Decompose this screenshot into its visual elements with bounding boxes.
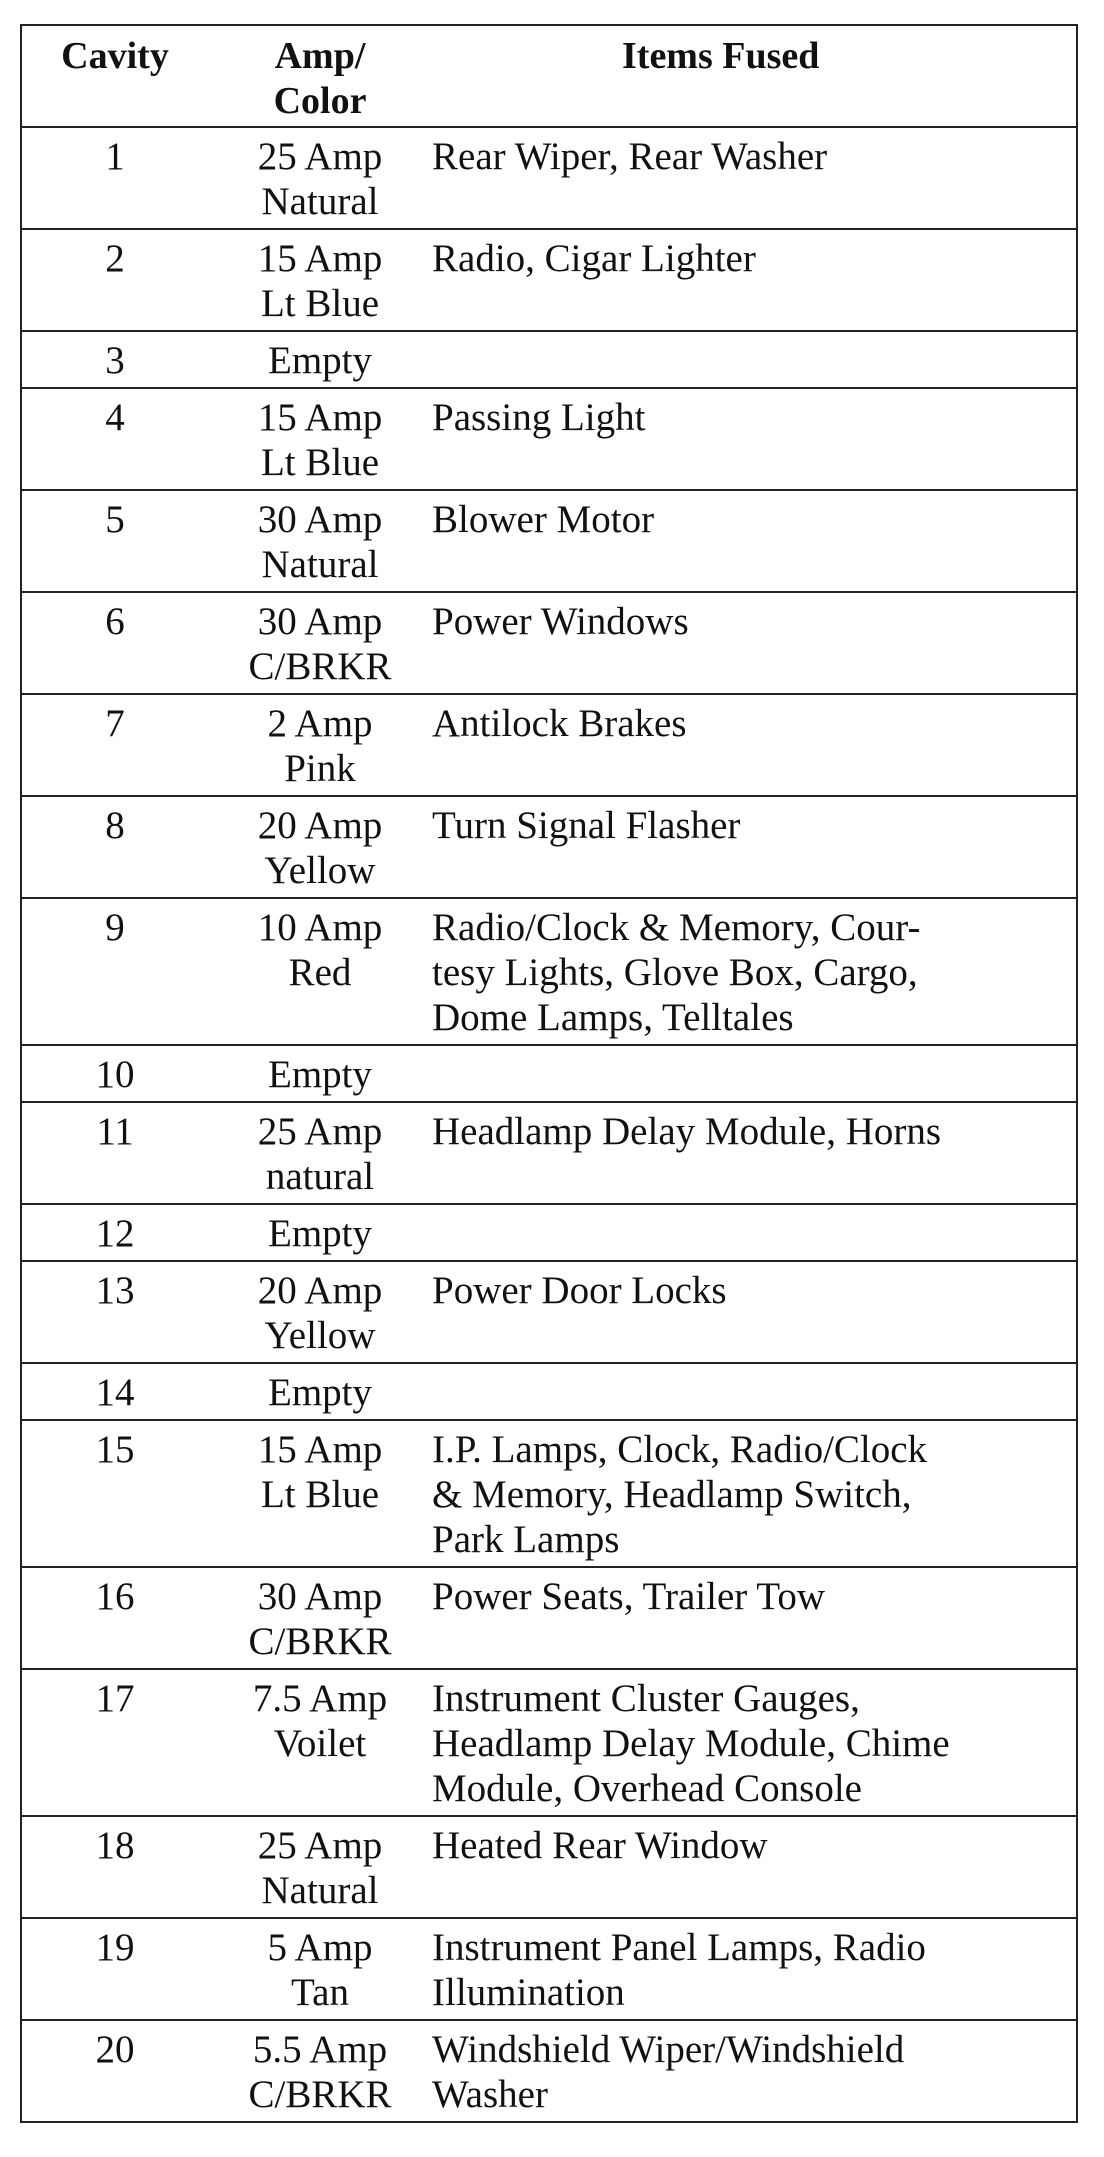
table-row <box>21 2020 1077 2122</box>
items-fused-cell <box>432 1204 1077 1261</box>
items-fused-line: Windshield Wiper/Windshield <box>432 2028 905 2071</box>
header-amp-color <box>208 25 432 127</box>
table-row <box>21 1045 1077 1102</box>
items-fused-cell <box>432 1045 1077 1102</box>
amp-value: 30 Amp <box>257 1575 383 1618</box>
amp-color-cell <box>208 1669 432 1816</box>
cavity-cell: 17 <box>21 1669 208 1816</box>
amp-value: 5 Amp <box>267 1926 373 1969</box>
amp-value: 7.5 Amp <box>252 1677 388 1720</box>
table-row <box>21 694 1077 796</box>
items-fused-line: Power Door Locks <box>432 1269 727 1312</box>
table-row <box>21 331 1077 388</box>
table-row <box>21 1567 1077 1669</box>
color-value: natural <box>265 1155 375 1198</box>
items-fused-cell <box>432 490 1077 592</box>
cavity-cell: 8 <box>21 796 208 898</box>
color-value: Red <box>288 951 352 994</box>
header-cavity-label: Cavity <box>61 35 169 77</box>
color-value: Natural <box>261 543 379 586</box>
table-row <box>21 1204 1077 1261</box>
cavity-cell: 15 <box>21 1420 208 1567</box>
items-fused-cell <box>432 592 1077 694</box>
amp-value: 20 Amp <box>257 804 383 847</box>
table-row <box>21 1669 1077 1816</box>
color-value: Lt Blue <box>260 1473 380 1516</box>
cavity-cell: 9 <box>21 898 208 1045</box>
color-value: Tan <box>291 1971 349 2014</box>
amp-value: Empty <box>268 1212 372 1255</box>
items-fused-line: Power Windows <box>432 600 689 643</box>
amp-value: Empty <box>268 1053 372 1096</box>
items-fused-line: Illumination <box>432 1971 625 2014</box>
cavity-cell: 13 <box>21 1261 208 1363</box>
amp-color-cell <box>208 1420 432 1567</box>
items-fused-line: Park Lamps <box>432 1518 620 1561</box>
items-fused-cell <box>432 1420 1077 1567</box>
items-fused-line: Instrument Cluster Gauges, <box>432 1677 860 1720</box>
header-color-label: Color <box>273 80 367 122</box>
color-value: C/BRKR <box>248 1620 392 1663</box>
table-row <box>21 592 1077 694</box>
cavity-cell: 2 <box>21 229 208 331</box>
amp-color-cell <box>208 127 432 229</box>
table-header <box>21 25 1077 127</box>
items-fused-cell <box>432 127 1077 229</box>
amp-color-cell <box>208 592 432 694</box>
amp-value: 5.5 Amp <box>252 2028 388 2071</box>
cavity-cell: 20 <box>21 2020 208 2122</box>
header-cavity <box>21 25 208 127</box>
items-fused-line: Module, Overhead Console <box>432 1767 862 1810</box>
color-value: Lt Blue <box>260 441 380 484</box>
cavity-cell: 4 <box>21 388 208 490</box>
items-fused-cell <box>432 1816 1077 1918</box>
amp-value: 20 Amp <box>257 1269 383 1312</box>
items-fused-line: Passing Light <box>432 396 646 439</box>
amp-color-cell <box>208 1102 432 1204</box>
items-fused-line: Dome Lamps, Telltales <box>432 996 794 1039</box>
amp-value: 2 Amp <box>267 702 373 745</box>
color-value: Natural <box>261 180 379 223</box>
cavity-cell: 1 <box>21 127 208 229</box>
amp-color-cell <box>208 2020 432 2122</box>
cavity-cell: 11 <box>21 1102 208 1204</box>
items-fused-line: I.P. Lamps, Clock, Radio/Clock <box>432 1428 928 1471</box>
table-body <box>21 127 1077 2122</box>
cavity-cell: 14 <box>21 1363 208 1420</box>
items-fused-cell <box>432 1363 1077 1420</box>
items-fused-line: Headlamp Delay Module, Horns <box>432 1110 942 1153</box>
items-fused-line: Instrument Panel Lamps, Radio <box>432 1926 926 1969</box>
amp-color-cell <box>208 1045 432 1102</box>
items-fused-line: Power Seats, Trailer Tow <box>432 1575 826 1618</box>
amp-value: Empty <box>268 339 372 382</box>
amp-value: 10 Amp <box>257 906 383 949</box>
items-fused-cell <box>432 1669 1077 1816</box>
amp-color-cell <box>208 694 432 796</box>
color-value: Yellow <box>264 1314 376 1357</box>
table-row <box>21 490 1077 592</box>
amp-color-cell <box>208 229 432 331</box>
amp-color-cell <box>208 796 432 898</box>
amp-value: 25 Amp <box>257 1110 383 1153</box>
items-fused-line: & Memory, Headlamp Switch, <box>432 1473 912 1516</box>
amp-value: 25 Amp <box>257 1824 383 1867</box>
items-fused-cell <box>432 796 1077 898</box>
items-fused-cell <box>432 1918 1077 2020</box>
table-row <box>21 796 1077 898</box>
cavity-cell: 16 <box>21 1567 208 1669</box>
cavity-cell: 3 <box>21 331 208 388</box>
amp-color-cell <box>208 898 432 1045</box>
items-fused-cell <box>432 1567 1077 1669</box>
color-value: C/BRKR <box>248 2073 392 2116</box>
amp-color-cell <box>208 490 432 592</box>
cavity-cell: 18 <box>21 1816 208 1918</box>
items-fused-line: Heated Rear Window <box>432 1824 768 1867</box>
cavity-cell: 12 <box>21 1204 208 1261</box>
table-row <box>21 1261 1077 1363</box>
color-value: Voilet <box>273 1722 367 1765</box>
table-row <box>21 1918 1077 2020</box>
cavity-cell: 5 <box>21 490 208 592</box>
table-row <box>21 388 1077 490</box>
items-fused-cell <box>432 331 1077 388</box>
items-fused-cell <box>432 898 1077 1045</box>
amp-color-cell <box>208 1204 432 1261</box>
table-row <box>21 1102 1077 1204</box>
table-row <box>21 898 1077 1045</box>
amp-color-cell <box>208 388 432 490</box>
amp-color-cell <box>208 1363 432 1420</box>
color-value: Pink <box>284 747 356 790</box>
items-fused-line: Rear Wiper, Rear Washer <box>432 135 828 178</box>
color-value: C/BRKR <box>248 645 392 688</box>
amp-value: 30 Amp <box>257 498 383 541</box>
header-amp-label: Amp/ <box>274 35 366 77</box>
items-fused-cell <box>432 1102 1077 1204</box>
amp-color-cell <box>208 331 432 388</box>
amp-color-cell <box>208 1816 432 1918</box>
items-fused-line: Turn Signal Flasher <box>432 804 741 847</box>
amp-value: 15 Amp <box>257 237 383 280</box>
amp-color-cell <box>208 1261 432 1363</box>
fuse-table <box>20 24 1078 2123</box>
color-value: Lt Blue <box>260 282 380 325</box>
items-fused-line: Blower Motor <box>432 498 655 541</box>
items-fused-cell <box>432 229 1077 331</box>
items-fused-cell <box>432 1261 1077 1363</box>
cavity-cell: 7 <box>21 694 208 796</box>
items-fused-cell <box>432 388 1077 490</box>
table-row <box>21 229 1077 331</box>
color-value: Yellow <box>264 849 376 892</box>
items-fused-line: Washer <box>432 2073 548 2116</box>
items-fused-cell <box>432 2020 1077 2122</box>
cavity-cell: 10 <box>21 1045 208 1102</box>
table-row <box>21 1363 1077 1420</box>
table-row <box>21 1420 1077 1567</box>
amp-value: 15 Amp <box>257 396 383 439</box>
amp-value: Empty <box>268 1371 372 1414</box>
header-items-label: Items Fused <box>622 35 820 77</box>
items-fused-line: Antilock Brakes <box>432 702 687 745</box>
table-row <box>21 127 1077 229</box>
items-fused-line: Headlamp Delay Module, Chime <box>432 1722 950 1765</box>
items-fused-cell <box>432 694 1077 796</box>
amp-value: 15 Amp <box>257 1428 383 1471</box>
items-fused-line: tesy Lights, Glove Box, Cargo, <box>432 951 918 994</box>
header-row <box>21 25 1077 127</box>
color-value: Natural <box>261 1869 379 1912</box>
amp-value: 30 Amp <box>257 600 383 643</box>
table-row <box>21 1816 1077 1918</box>
amp-color-cell <box>208 1918 432 2020</box>
amp-color-cell <box>208 1567 432 1669</box>
cavity-cell: 19 <box>21 1918 208 2020</box>
items-fused-line: Radio/Clock & Memory, Cour- <box>432 906 921 949</box>
cavity-cell: 6 <box>21 592 208 694</box>
header-items <box>432 25 1077 127</box>
items-fused-line: Radio, Cigar Lighter <box>432 237 756 280</box>
amp-value: 25 Amp <box>257 135 383 178</box>
